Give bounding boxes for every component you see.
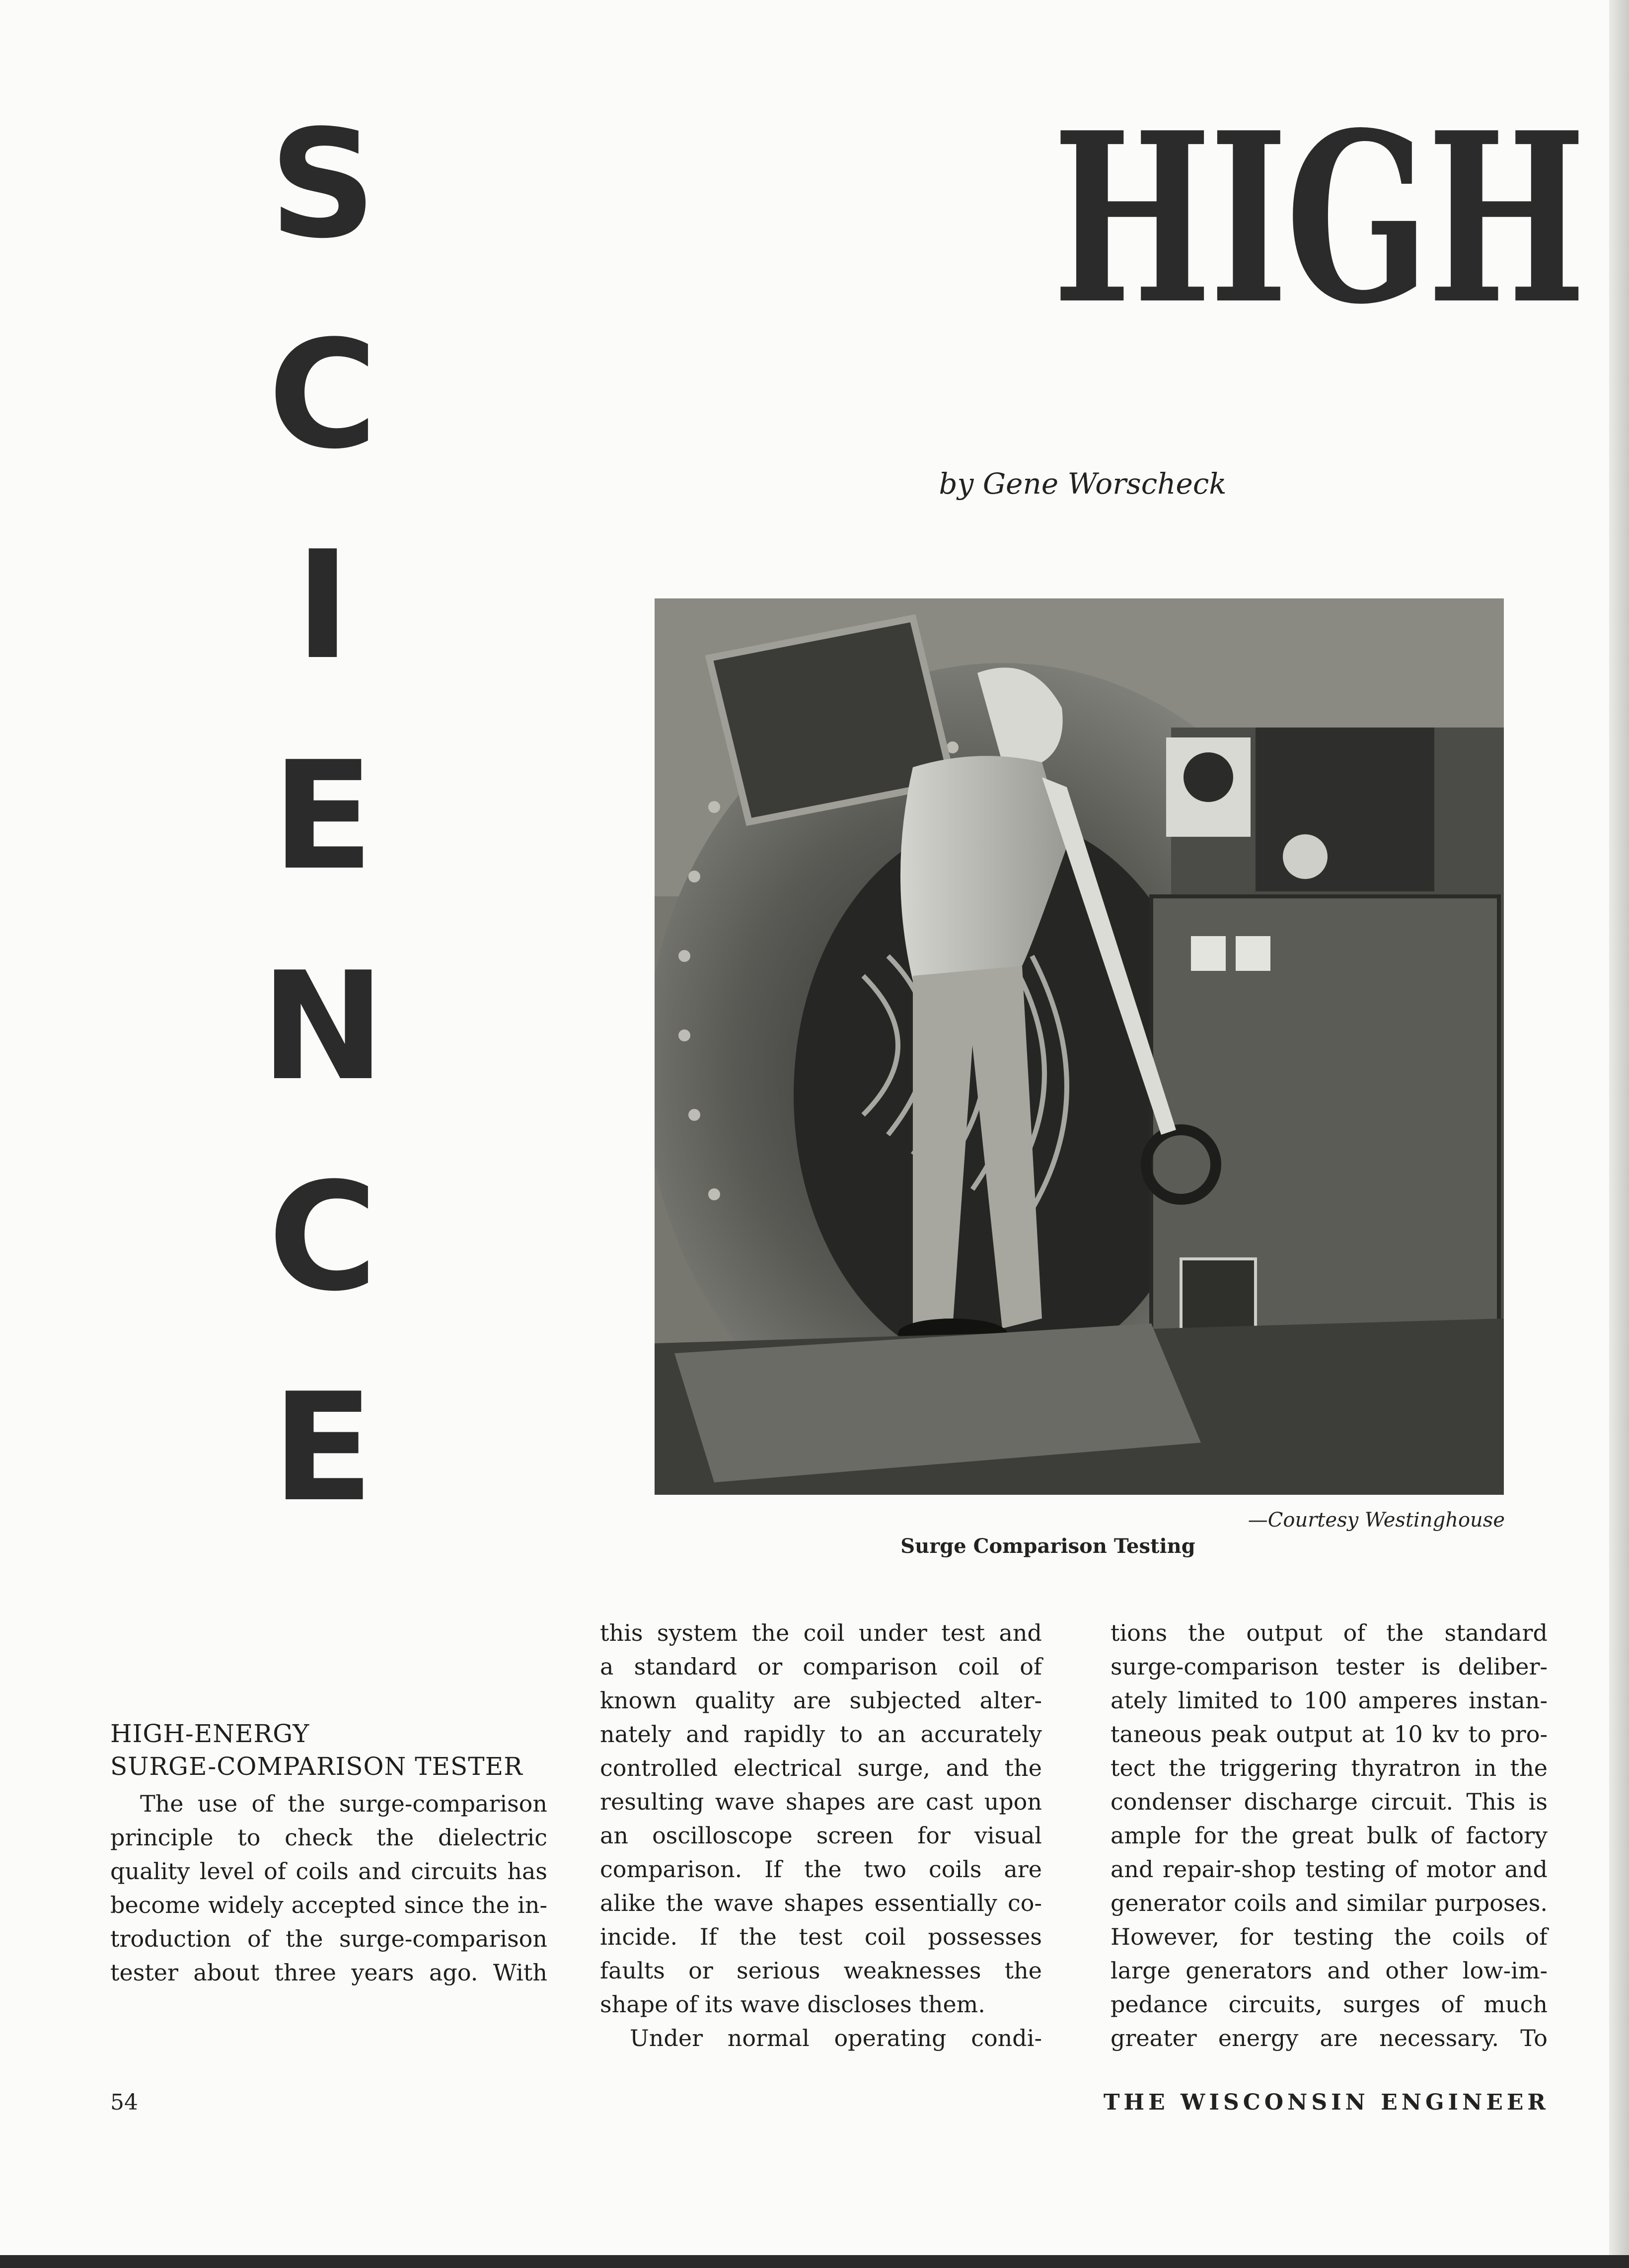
- text-line: principle to check the dielectric: [110, 1824, 547, 1851]
- photo-credit: —Courtesy Westinghouse: [1248, 1509, 1505, 1532]
- page-bottom-edge: [0, 2255, 1629, 2268]
- text-line: greater energy are necessary. To: [1111, 2025, 1548, 2051]
- text-line: large generators and other low-im-: [1111, 1957, 1548, 1984]
- text-line: an oscilloscope screen for visual: [600, 1822, 1042, 1849]
- text-line: alike the wave shapes essentially co-: [600, 1890, 1042, 1916]
- section-heading-line: SURGE-COMPARISON TESTER: [110, 1752, 523, 1781]
- text-line: nately and rapidly to an accurately: [600, 1721, 1042, 1748]
- text-line: ample for the great bulk of factory: [1111, 1822, 1548, 1849]
- text-column-3: [1111, 1616, 1548, 2055]
- text-line: ately limited to 100 amperes instan-: [1111, 1687, 1548, 1714]
- text-line: and repair-shop testing of motor and: [1111, 1856, 1548, 1883]
- text-line: tions the output of the standard: [1111, 1619, 1548, 1646]
- title-letter: S: [269, 98, 377, 271]
- title-letter: C: [268, 1151, 378, 1324]
- byline: by Gene Worscheck: [939, 467, 1227, 501]
- section-heading-line: HIGH-ENERGY: [110, 1719, 310, 1748]
- photo-surge-testing: [655, 598, 1504, 1495]
- title-vertical-science: [258, 79, 387, 1553]
- text-line: troduction of the surge-comparison: [110, 1925, 547, 1952]
- text-line: pedance circuits, surges of much: [1111, 1991, 1548, 2018]
- title-letter: E: [272, 730, 374, 903]
- text-line: incide. If the test coil possesses: [600, 1923, 1042, 1950]
- text-line: this system the coil under test and: [600, 1619, 1042, 1646]
- text-column-2: [600, 1616, 1042, 2055]
- text-line: generator coils and similar purposes.: [1111, 1890, 1548, 1916]
- text-line: resulting wave shapes are cast upon: [600, 1788, 1042, 1815]
- text-line: comparison. If the two coils are: [600, 1856, 1042, 1883]
- text-line: Under normal operating condi-: [630, 2025, 1042, 2051]
- text-line: tect the triggering thyratron in the: [1111, 1755, 1548, 1781]
- text-line: quality level of coils and circuits has: [110, 1858, 547, 1885]
- title-letter: E: [272, 1361, 374, 1535]
- text-line: taneous peak output at 10 kv to pro-: [1111, 1721, 1548, 1748]
- text-line: faults or serious weaknesses the: [600, 1957, 1042, 1984]
- title-letter: I: [295, 519, 351, 692]
- title-high: HIGH: [1052, 81, 1584, 356]
- text-line: shape of its wave discloses them.: [600, 1991, 985, 2018]
- section-heading: [110, 1717, 557, 1783]
- title-letter: N: [260, 940, 385, 1113]
- text-line: controlled electrical surge, and the: [600, 1755, 1042, 1781]
- text-line: The use of the surge-comparison: [140, 1790, 547, 1817]
- text-line: surge-comparison tester is deliber-: [1111, 1653, 1548, 1680]
- text-line: a standard or comparison coil of: [600, 1653, 1042, 1680]
- photo-caption: Surge Comparison Testing: [900, 1535, 1195, 1558]
- text-line: known quality are subjected alter-: [600, 1687, 1042, 1714]
- page-number: 54: [110, 2090, 138, 2115]
- text-column-1: [110, 1787, 547, 1989]
- text-line: condenser discharge circuit. This is: [1111, 1788, 1548, 1815]
- running-footer: THE WISCONSIN ENGINEER: [1103, 2090, 1550, 2115]
- page-edge-shadow: [1609, 0, 1629, 2268]
- title-letter: C: [268, 308, 378, 482]
- text-line: tester about three years ago. With: [110, 1959, 547, 1986]
- text-line: However, for testing the coils of: [1111, 1923, 1548, 1950]
- text-line: become widely accepted since the in-: [110, 1892, 547, 1918]
- photo-illustration: [655, 598, 1504, 1495]
